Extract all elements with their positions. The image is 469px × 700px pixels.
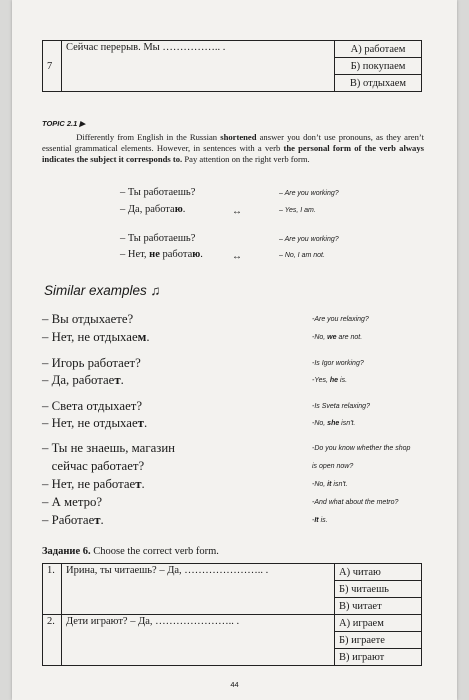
question-number: 2.: [43, 615, 62, 666]
example-russian: – Ты не знаешь, магазин: [42, 441, 176, 455]
answer-option: В) отдыхаем: [335, 75, 422, 92]
example-translation: -No, she isn't.: [312, 420, 356, 427]
example-translation: -Is Sveta relaxing?: [312, 403, 370, 410]
paragraph-bold: shortened: [220, 132, 257, 142]
dialogue-translation: – Are you working?: [279, 190, 339, 197]
example-translation: -Yes, he is.: [312, 377, 348, 384]
section-title: Similar examples ♫: [44, 283, 161, 298]
double-arrow-icon: ↔: [232, 206, 242, 217]
dialogue-translation: – No, I am not.: [279, 252, 325, 259]
answer-option: В) читает: [335, 598, 422, 615]
dialogue-translation: – Are you working?: [279, 236, 339, 243]
dialogue-question: – Ты работаешь?: [120, 233, 196, 244]
table-row: [43, 41, 422, 58]
question-number: 1.: [43, 564, 62, 615]
example-translation: -And what about the metro?: [312, 499, 399, 506]
paragraph-bold: the personal form of the verb always indicates the subject it corresponds to.: [42, 142, 424, 164]
topic-heading: TOPIC 2.1 ▶: [42, 119, 86, 128]
paragraph-text: answer you don’t use pronouns, as they aren’t essential grammatical elements. However, in sentences with a verb: [42, 132, 425, 153]
question-text: Дети играют? – Да, ………………….. .: [62, 615, 335, 666]
paragraph-text: Pay attention on the right verb form.: [182, 153, 310, 164]
example-russian: – Нет, не работает.: [42, 477, 145, 491]
table-row: [43, 564, 422, 581]
page-number: 44: [230, 680, 239, 689]
example-translation: -Is Igor working?: [312, 360, 364, 367]
question-number: 7: [43, 41, 62, 92]
example-russian: – Нет, не отдыхаем.: [42, 330, 150, 344]
example-translation: -It is.: [312, 517, 328, 524]
example-translation: is open now?: [312, 463, 354, 470]
example-russian: сейчас работает?: [42, 459, 145, 473]
example-russian: – А метро?: [42, 495, 103, 509]
textbook-page: [12, 0, 457, 700]
dialogue-answer: – Да, работаю.: [120, 204, 186, 215]
answer-option: Б) покупаем: [335, 58, 422, 75]
example-translation: -No, it isn't.: [312, 481, 348, 488]
answer-option: В) играют: [335, 649, 422, 666]
example-translation: -Are you relaxing?: [312, 316, 369, 323]
answer-option: Б) читаешь: [335, 581, 422, 598]
answer-option: А) читаю: [335, 564, 422, 581]
dialogue-question: – Ты работаешь?: [120, 187, 196, 198]
example-translation: -Do you know whether the shop: [312, 445, 411, 452]
table-row: [43, 615, 422, 632]
topic-paragraph: [42, 132, 424, 164]
paragraph-text: Differently from English in the Russian: [76, 132, 221, 142]
exercise-table-bottom: [42, 563, 422, 666]
exercise-table-top: [42, 40, 422, 92]
example-translation: -No, we are not.: [312, 334, 363, 341]
question-text: Сейчас перерыв. Мы …………….. .: [62, 41, 335, 92]
dialogue-answer: – Нет, не работаю.: [120, 249, 203, 260]
answer-option: А) играем: [335, 615, 422, 632]
dialogue-translation: – Yes, I am.: [279, 207, 316, 214]
question-text: Ирина, ты читаешь? – Да, ………………….. .: [62, 564, 335, 615]
answer-option: А) работаем: [335, 41, 422, 58]
task-heading: Задание 6. Choose the correct verb form.: [42, 546, 219, 557]
double-arrow-icon: ↔: [232, 251, 242, 262]
example-russian: – Игорь работает?: [42, 356, 141, 370]
example-russian: – Да, работает.: [42, 373, 124, 387]
example-russian: – Света отдыхает?: [42, 399, 143, 413]
example-russian: – Вы отдыхаете?: [42, 312, 134, 326]
example-russian: – Работает.: [42, 513, 104, 527]
answer-option: Б) играете: [335, 632, 422, 649]
example-russian: – Нет, не отдыхает.: [42, 416, 148, 430]
